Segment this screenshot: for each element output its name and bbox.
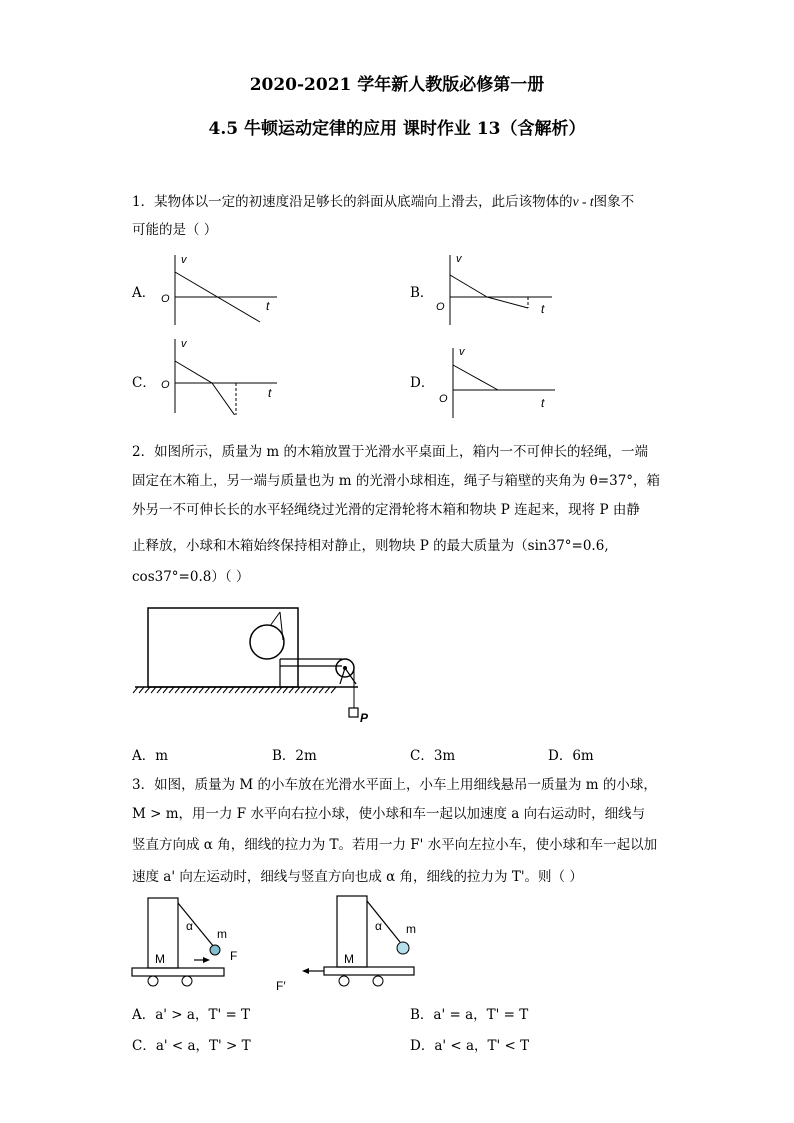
q1-line1	[132, 188, 662, 216]
q1-option-c-label: C．	[132, 375, 156, 391]
q3-option-a: A．a' > a，T' = T	[132, 1007, 251, 1023]
q1-d-axis-t: t	[541, 396, 545, 410]
q3-f1-m: m	[217, 927, 227, 941]
q3-line4: 速度 a' 向左运动时，细线与竖直方向也成 α 角，细线的拉力为 T'。则（ ）	[132, 869, 583, 885]
q1-d-axis-v: v	[459, 346, 465, 358]
q2-line2: 固定在木箱上，另一端与质量也为 m 的光滑小球相连，绳子与箱壁的夹角为 θ=37°，箱	[132, 473, 661, 489]
q1-a-axis-v: v	[181, 254, 187, 266]
q1-b-origin: O	[436, 301, 445, 313]
title-line1: 2020-2021 学年新人教版必修第一册	[249, 75, 545, 95]
q2-option-d: D．6m	[548, 748, 594, 764]
q1-a-origin: O	[161, 293, 170, 305]
q3-f2-M: M	[344, 952, 354, 966]
q1-graph-d	[433, 343, 563, 423]
q1-c-axis-v: v	[181, 338, 187, 350]
q3-f1-M: M	[155, 952, 165, 966]
q2-line3: 外另一不可伸长长的水平轻绳绕过光滑的定滑轮将木箱和物块 P 连起来，现将 P 由静	[132, 502, 640, 518]
q1-graph-a	[155, 250, 285, 330]
q1-c-axis-t: t	[268, 386, 272, 400]
q3-line3: 竖直方向成 α 角，细线的拉力为 T。若用一力 F' 水平向左拉小车，使小球和车一起以加	[132, 837, 658, 853]
q1-option-b-label: B．	[410, 285, 434, 301]
q3-option-b: B．a' = a，T' = T	[410, 1007, 529, 1023]
q1-text-a: 某物体以一定的初速度沿足够长的斜面从底端向上滑去，此后该物体的	[154, 194, 573, 210]
q1-text-b: 图象不	[593, 194, 635, 210]
q1-b-axis-t: t	[541, 302, 545, 316]
q2-option-c: C．3m	[410, 748, 456, 764]
q3-option-c: C．a' < a，T' > T	[132, 1038, 251, 1054]
title-line2: 4.5 牛顿运动定律的应用 课时作业 13（含解析）	[208, 119, 586, 139]
q1-a-axis-t: t	[266, 299, 270, 313]
q1-vt: v - t	[572, 194, 594, 209]
q3-f1-alpha: α	[186, 919, 193, 933]
q3-f2-alpha: α	[375, 919, 382, 933]
q1-line2: 可能的是（ ）	[132, 222, 218, 238]
q3-line2: M > m，用一力 F 水平向右拉小球，使小球和车一起以加速度 a 向右运动时，细线与	[132, 806, 646, 822]
q1-graph-b	[430, 250, 560, 330]
q3-f2-F: F′	[276, 979, 286, 990]
q1-number: 1．	[132, 194, 155, 210]
q3-figure-1	[130, 895, 270, 990]
q1-graph-c	[155, 335, 285, 415]
q3-figure-2	[272, 893, 432, 990]
q2-line4: 止释放，小球和木箱始终保持相对静止，则物块 P 的最大质量为（sin37°=0.6,	[132, 538, 609, 554]
q2-line5: cos37°=0.8）（ ）	[132, 569, 250, 585]
q3-f2-m: m	[406, 922, 416, 936]
q1-option-d-label: D．	[410, 375, 435, 391]
q1-b-axis-v: v	[456, 253, 462, 265]
q1-option-a-label: A．	[132, 285, 156, 301]
q1-c-origin: O	[161, 379, 170, 391]
q1-d-origin: O	[439, 393, 448, 405]
q2-option-a: A．m	[132, 748, 169, 764]
q2-line1: 2．如图所示，质量为 m 的木箱放置于光滑水平桌面上，箱内一不可伸长的轻绳，一端	[132, 444, 648, 460]
q3-f1-F: F	[230, 949, 238, 963]
q2-figure	[130, 600, 380, 730]
q2-option-b: B．2m	[272, 748, 317, 764]
q2-figure-p: P	[360, 711, 369, 725]
q3-option-d: D．a' < a，T' < T	[410, 1038, 530, 1054]
q3-line1: 3．如图，质量为 M 的小车放在光滑水平面上，小车上用细线悬吊一质量为 m 的小球，	[132, 777, 657, 793]
